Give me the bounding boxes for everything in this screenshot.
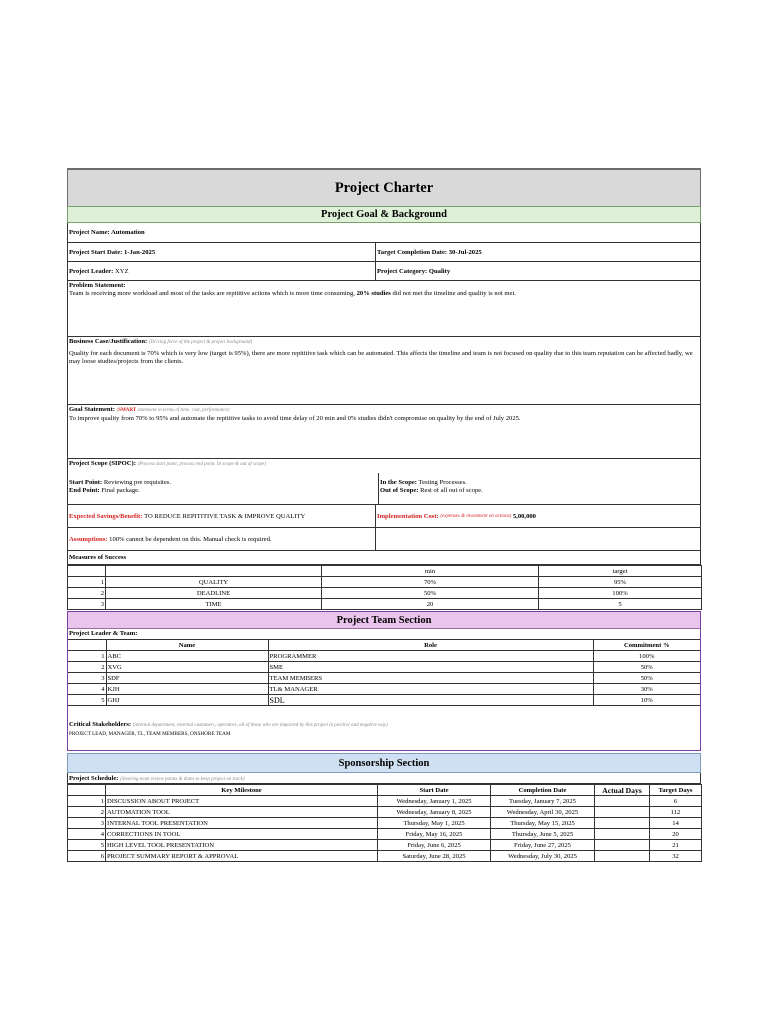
measure-number: 2 xyxy=(68,588,106,599)
milestone-actual-days xyxy=(595,829,650,840)
savings-value: TO REDUCE REPITITIVE TASK & IMPROVE QUALITY xyxy=(144,512,306,520)
team-section-header: Project Team Section xyxy=(68,612,700,629)
sponsorship-section-header: Sponsorship Section xyxy=(67,753,701,773)
table-row xyxy=(68,588,702,599)
milestone-name: INTERNAL TOOL PRESENTATION xyxy=(106,818,378,829)
problem-statement-text xyxy=(69,290,699,298)
savings-row xyxy=(67,505,701,528)
project-charter-sheet xyxy=(67,168,701,862)
project-name: Project Name: Automation xyxy=(69,229,145,236)
member-name: ABC xyxy=(106,651,268,662)
assumptions xyxy=(68,528,376,550)
project-scope-block xyxy=(67,459,701,505)
member-commitment: 50% xyxy=(593,673,700,684)
milestone-number: 2 xyxy=(68,807,106,818)
scope-in-out xyxy=(379,473,700,504)
sponsorship-section xyxy=(67,753,701,862)
schedule-hint: (Steering team review points & dates to keep project on track) xyxy=(120,776,245,782)
milestone-name: HIGH LEVEL TOOL PRESENTATION xyxy=(106,840,378,851)
stakeholders-block xyxy=(68,706,700,750)
in-scope-label: In the Scope: xyxy=(380,479,417,486)
problem-statement-label: Problem Statement: xyxy=(69,282,126,289)
milestone-start-date: Saturday, June 28, 2025 xyxy=(378,851,491,862)
page-title: Project Charter xyxy=(67,168,701,206)
end-point-value: Final package. xyxy=(101,487,140,495)
schedule-header-milestone: Key Milestone xyxy=(106,785,378,796)
member-name: GHJ xyxy=(106,695,268,706)
member-number: 1 xyxy=(68,651,106,662)
milestone-number: 5 xyxy=(68,840,106,851)
milestone-actual-days xyxy=(595,796,650,807)
measure-name: DEADLINE xyxy=(106,588,322,599)
start-point-value: Reviewing pre requisites. xyxy=(103,479,172,486)
expected-savings xyxy=(68,505,376,527)
measure-min: 70% xyxy=(322,577,539,588)
project-scope-label: Project Scope (SIPOC): xyxy=(69,460,136,467)
schedule-header-completion: Completion Date xyxy=(491,785,595,796)
project-leader-value: XYZ xyxy=(115,267,129,275)
goal-section-header: Project Goal & Background xyxy=(67,206,701,223)
impl-value: 5,00,000 xyxy=(512,512,536,520)
goal-statement-hint: statement in terms of time, cost, performance) xyxy=(137,408,230,413)
table-row xyxy=(68,695,700,706)
project-leader-label: Project Leader: xyxy=(69,267,114,275)
project-category: Project Category: Quality xyxy=(377,267,451,275)
project-scope-hint: (Process start point, process end point. In scope & out of scope) xyxy=(137,462,266,467)
stakeholders-label: Critical Stakeholders: xyxy=(69,721,132,728)
measure-target: 5 xyxy=(539,599,702,610)
team-header-name: Name xyxy=(106,640,268,651)
milestone-completion-date: Thursday, May 15, 2025 xyxy=(491,818,595,829)
team-header-commitment: Commitment % xyxy=(593,640,700,651)
project-leader xyxy=(68,262,376,280)
milestone-start-date: Thursday, May 1, 2025 xyxy=(378,818,491,829)
project-start-date: Project Start Date: 1-Jan-2025 xyxy=(68,243,376,261)
milestone-actual-days xyxy=(595,807,650,818)
milestone-completion-date: Friday, June 27, 2025 xyxy=(491,840,595,851)
dates-row xyxy=(67,243,701,262)
milestone-target-days: 6 xyxy=(650,796,702,807)
impl-label: Implementation Cost: xyxy=(377,512,439,520)
measure-number: 1 xyxy=(68,577,106,588)
milestone-target-days: 32 xyxy=(650,851,702,862)
schedule-header-start: Start Date xyxy=(378,785,491,796)
goal-statement-text: To improve quality from 70% to 95% and automate the repititive tasks to avoid time delay of 20 min and 0% studies didn't compromise on quality by the end of July 2025. xyxy=(69,415,521,423)
member-commitment: 100% xyxy=(593,651,700,662)
milestone-completion-date: Wednesday, April 30, 2025 xyxy=(491,807,595,818)
table-row xyxy=(68,818,702,829)
table-row xyxy=(68,829,702,840)
milestone-number: 1 xyxy=(68,796,106,807)
target-completion-date: Target Completion Date: 30-Jul-2025 xyxy=(377,248,482,256)
measures-label: Measures of Success xyxy=(69,554,127,561)
member-role: TEAM MEMBERS xyxy=(268,673,593,684)
out-scope-label: Out of Scope: xyxy=(380,487,419,495)
assumptions-value: 100% cannot be dependent on this. Manual check is required. xyxy=(109,535,272,543)
implementation-cost xyxy=(376,505,700,527)
milestone-start-date: Friday, June 6, 2025 xyxy=(378,840,491,851)
member-number: 2 xyxy=(68,662,106,673)
milestone-name: DISCUSSION ABOUT PROJECT xyxy=(106,796,378,807)
milestone-completion-date: Thursday, June 5, 2025 xyxy=(491,829,595,840)
milestone-start-date: Wednesday, January 1, 2025 xyxy=(378,796,491,807)
assumptions-label: Assumptions: xyxy=(69,535,108,543)
milestone-name: CORRECTIONS IN TOOL xyxy=(106,829,378,840)
table-row xyxy=(68,599,702,610)
table-row xyxy=(68,851,702,862)
milestone-target-days: 21 xyxy=(650,840,702,851)
milestone-completion-date: Wednesday, July 30, 2025 xyxy=(491,851,595,862)
goal-statement-label: Goal Statement: xyxy=(69,406,115,413)
schedule-label: Project Schedule: xyxy=(69,774,119,782)
savings-label: Expected Savings/Benefit: xyxy=(69,512,143,520)
table-row xyxy=(68,662,700,673)
out-scope-value: Rest of all out of scope. xyxy=(420,487,483,495)
milestone-start-date: Friday, May 16, 2025 xyxy=(378,829,491,840)
milestone-name: AUTOMATION TOOL xyxy=(106,807,378,818)
stakeholders-hint: (internal department, external customers, operators, all of those who are impacted by this project in positive and negative way) xyxy=(132,723,388,728)
table-row xyxy=(68,577,702,588)
problem-text-a: Team is receiving more workload and most of the tasks are repititive actions which is more time consuming, xyxy=(69,290,355,298)
problem-statement-block xyxy=(67,281,701,337)
milestone-completion-date: Tuesday, January 7, 2025 xyxy=(491,796,595,807)
measure-name: QUALITY xyxy=(106,577,322,588)
business-case-text: Quality for each document is 70% which is very low (target is 95%), there are more repititive task which can be automated. This affects the timeline and team is not focused on quality due to this team reputation can be affected badly, we may loose studies/projects from the clients. xyxy=(69,350,693,366)
member-role: PROGRAMMER xyxy=(268,651,593,662)
stakeholders-value: PROJECT LEAD, MANAGER, TL, TEAM MEMBERS, ONSHORE TEAM xyxy=(69,731,231,738)
schedule-header-actual: Actual Days xyxy=(595,785,650,796)
member-number: 3 xyxy=(68,673,106,684)
project-name-row xyxy=(67,223,701,243)
milestone-actual-days xyxy=(595,840,650,851)
milestone-number: 3 xyxy=(68,818,106,829)
member-name: XVG xyxy=(106,662,268,673)
schedule-label-row xyxy=(67,773,701,784)
scope-points xyxy=(68,473,379,504)
member-commitment: 10% xyxy=(593,695,700,706)
business-case-block xyxy=(67,337,701,405)
table-row xyxy=(68,840,702,851)
table-row xyxy=(68,807,702,818)
milestone-number: 6 xyxy=(68,851,106,862)
assumptions-row xyxy=(67,528,701,551)
in-scope-value: Testing Processes. xyxy=(418,479,467,486)
milestone-actual-days xyxy=(595,851,650,862)
leader-team-label: Project Leader & Team: xyxy=(69,630,138,637)
schedule-header-target: Target Days xyxy=(650,785,702,796)
member-commitment: 30% xyxy=(593,684,700,695)
schedule-table xyxy=(67,784,702,862)
measures-table xyxy=(67,565,702,610)
measure-target: 100% xyxy=(539,588,702,599)
problem-text-bold: 20% studies xyxy=(356,290,391,298)
milestone-name: PROJECT SUMMARY REPORT & APPROVAL xyxy=(106,851,378,862)
milestone-start-date: Wednesday, January 8, 2025 xyxy=(378,807,491,818)
goal-smart: SMART xyxy=(118,408,137,413)
member-role: TL& MANAGER xyxy=(268,684,593,695)
measures-header-row xyxy=(68,566,702,577)
member-name: SDF xyxy=(106,673,268,684)
member-number: 5 xyxy=(68,695,106,706)
impl-hint: (expenses & investment on actions) xyxy=(440,513,512,519)
goal-statement-block: Goal Statement: (SMART statement in terms of time, cost, performance) To improve quality from 70% to 95% and automate the repititive tasks to avoid time delay of 20 min and 0% studies didn't compromise on quality by the end of July 2025. xyxy=(67,405,701,459)
measures-header-min: min xyxy=(322,566,539,577)
measure-number: 3 xyxy=(68,599,106,610)
team-table xyxy=(68,639,700,706)
end-point-label: End Point: xyxy=(69,487,100,495)
table-row xyxy=(68,796,702,807)
measure-min: 50% xyxy=(322,588,539,599)
team-section xyxy=(67,611,701,751)
milestone-actual-days xyxy=(595,818,650,829)
measures-label-row xyxy=(67,551,701,565)
milestone-number: 4 xyxy=(68,829,106,840)
business-case-label: Business Case/Justification: xyxy=(69,338,148,345)
team-header-row xyxy=(68,640,700,651)
member-role: SME xyxy=(268,662,593,673)
table-row xyxy=(68,673,700,684)
team-header-role: Role xyxy=(268,640,593,651)
milestone-target-days: 14 xyxy=(650,818,702,829)
measure-min: 20 xyxy=(322,599,539,610)
measures-header-target: target xyxy=(539,566,702,577)
member-commitment: 50% xyxy=(593,662,700,673)
business-case-hint: (Driving force of the project & project background) xyxy=(148,340,253,345)
leader-row xyxy=(67,262,701,281)
milestone-target-days: 112 xyxy=(650,807,702,818)
milestone-target-days: 20 xyxy=(650,829,702,840)
schedule-header-row xyxy=(68,785,702,796)
problem-text-b: did not met the timeline and quality is not met. xyxy=(392,290,516,298)
table-row xyxy=(68,651,700,662)
member-number: 4 xyxy=(68,684,106,695)
measure-name: TIME xyxy=(106,599,322,610)
member-role: SDL xyxy=(268,695,593,706)
measure-target: 95% xyxy=(539,577,702,588)
table-row xyxy=(68,684,700,695)
start-point-label: Start Point: xyxy=(69,479,103,486)
member-name: KJH xyxy=(106,684,268,695)
